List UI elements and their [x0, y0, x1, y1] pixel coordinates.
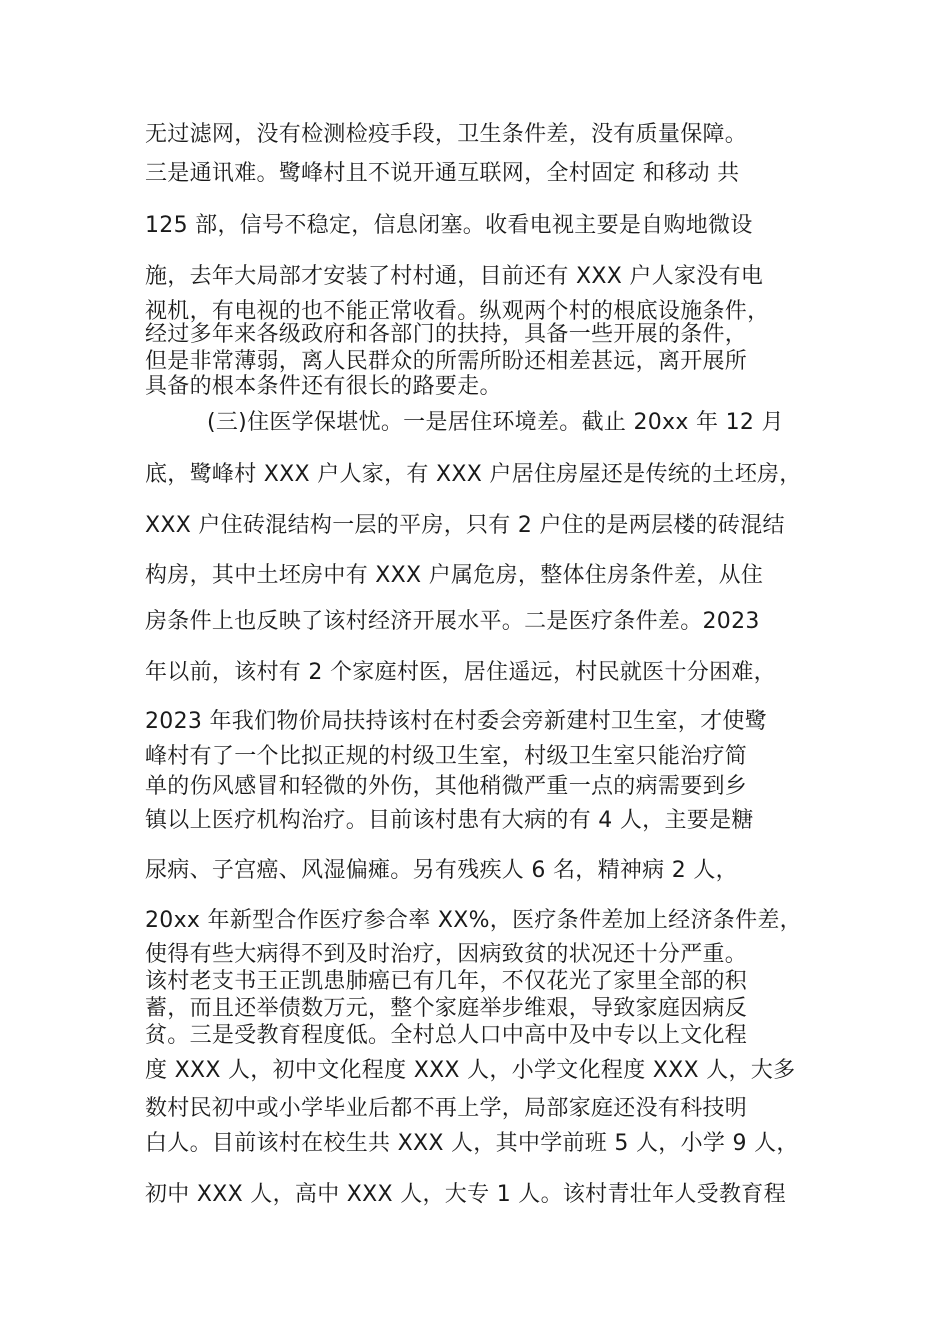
text-line: 底，鹭峰村 XXX 户人家，有 XXX 户居住房屋还是传统的土坯房， — [145, 462, 802, 487]
text-line: XXX 户住砖混结构一层的平房，只有 2 户住的是两层楼的砖混结 — [145, 513, 785, 538]
text-line: 该村老支书王正凯患肺癌已有几年，不仅花光了家里全部的积 — [145, 969, 748, 994]
text-line: 但是非常薄弱，离人民群众的所需所盼还相差甚远，离开展所 — [145, 349, 748, 374]
text-line: 初中 XXX 人，高中 XXX 人，大专 1 人。该村青壮年人受教育程 — [145, 1182, 786, 1207]
text-line: 具备的根本条件还有很长的路要走。 — [145, 374, 502, 399]
text-line: 构房，其中土坯房中有 XXX 户属危房，整体住房条件差，从住 — [145, 563, 764, 588]
text-line: 白人。目前该村在校生共 XXX 人，其中学前班 5 人，小学 9 人， — [145, 1131, 799, 1156]
text-line: 贫。三是受教育程度低。全村总人口中高中及中专以上文化程 — [145, 1023, 748, 1048]
paragraph-heading: (三)住医学保堪忧。一是居住环境差。截止 20xx 年 12 月 — [207, 410, 784, 435]
text-line: 蓄，而且还举债数万元，整个家庭举步维艰，导致家庭因病反 — [145, 996, 748, 1021]
text-line: 年以前，该村有 2 个家庭村医，居住遥远，村民就医十分困难， — [145, 660, 776, 685]
text-line: 峰村有了一个比拟正规的村级卫生室，村级卫生室只能治疗简 — [145, 744, 748, 769]
text-line: 20xx 年新型合作医疗参合率 XX%，医疗条件差加上经济条件差， — [145, 908, 802, 933]
text-line: 三是通讯难。鹭峰村且不说开通互联网，全村固定 和移动 共 — [145, 161, 740, 186]
text-line: 经过多年来各级政府和各部门的扶持，具备一些开展的条件， — [145, 322, 748, 347]
text-line: 使得有些大病得不到及时治疗，因病致贫的状况还十分严重。 — [145, 942, 748, 967]
text-line: 施，去年大局部才安装了村村通，目前还有 XXX 户人家没有电 — [145, 264, 764, 289]
text-line: 125 部，信号不稳定，信息闭塞。收看电视主要是自购地微设 — [145, 213, 753, 238]
text-line: 房条件上也反映了该村经济开展水平。二是医疗条件差。2023 — [145, 609, 760, 634]
text-line: 无过滤网，没有检测检疫手段，卫生条件差，没有质量保障。 — [145, 122, 748, 147]
text-line: 视机，有电视的也不能正常收看。纵观两个村的根底设施条件， — [145, 299, 770, 324]
text-line: 镇以上医疗机构治疗。目前该村患有大病的有 4 人，主要是糖 — [145, 808, 754, 833]
text-line: 数村民初中或小学毕业后都不再上学，局部家庭还没有科技明 — [145, 1096, 748, 1121]
text-line: 尿病、子宫癌、风湿偏瘫。另有残疾人 6 名，精神病 2 人， — [145, 858, 738, 883]
text-line: 单的伤风感冒和轻微的外伤，其他稍微严重一点的病需要到乡 — [145, 774, 748, 799]
text-line: 度 XXX 人，初中文化程度 XXX 人，小学文化程度 XXX 人，大多 — [145, 1058, 796, 1083]
text-line: 2023 年我们物价局扶持该村在村委会旁新建村卫生室，才使鹭 — [145, 709, 767, 734]
